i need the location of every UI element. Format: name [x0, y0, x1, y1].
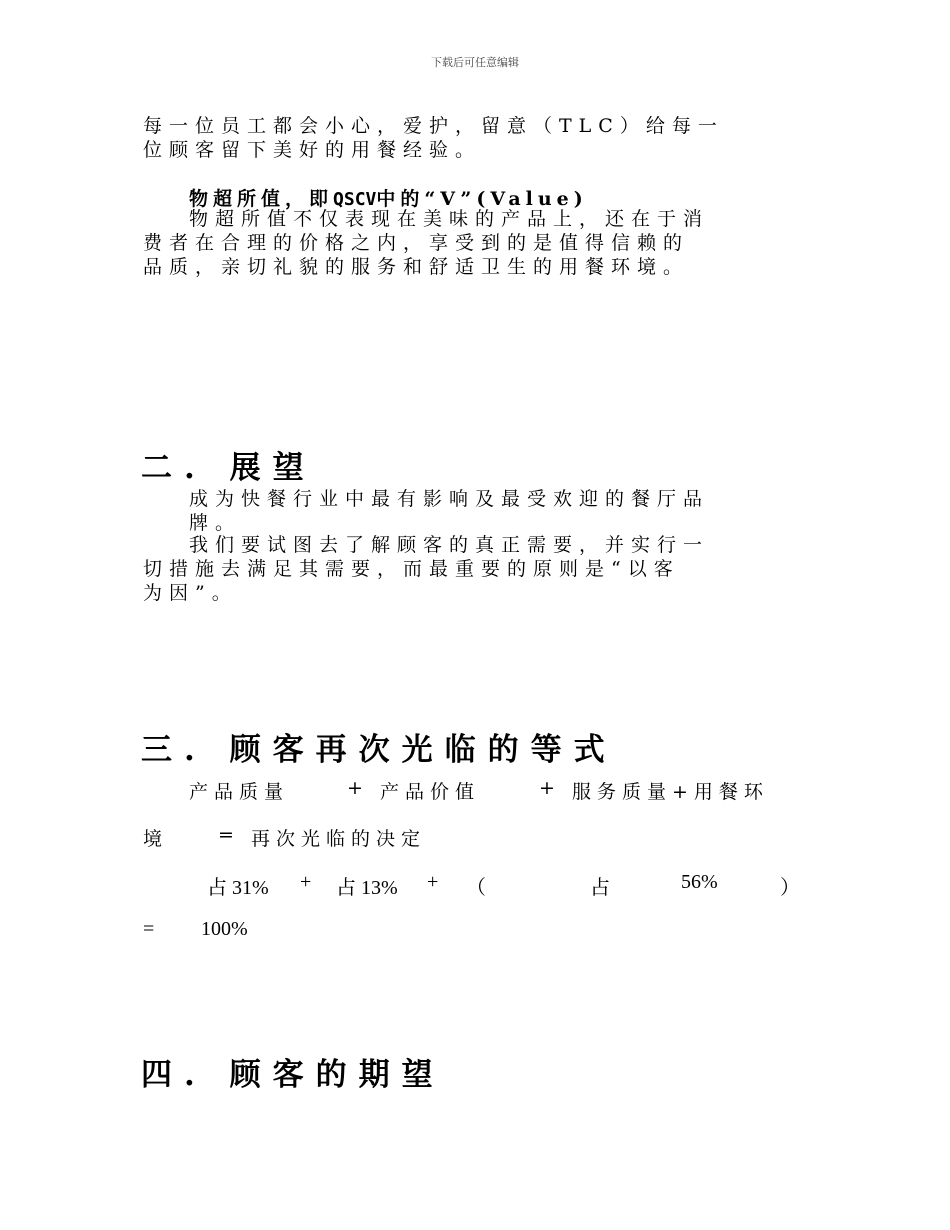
percentage-term: 占 31%: [207, 877, 269, 899]
body-line: 牌。: [189, 512, 242, 534]
section-heading: 三. 顾客再次光临的等式: [141, 732, 617, 768]
body-line: 品质，亲切礼貌的服务和舒适卫生的用餐环境。: [143, 256, 690, 278]
page-header: 下载后可任意编辑: [431, 56, 519, 69]
percentage-paren-close: ）: [780, 877, 800, 899]
percentage-term: 占: [590, 877, 610, 899]
body-line: 成为快餐行业中最有影响及最受欢迎的餐厅品: [189, 488, 710, 510]
subheading: [189, 184, 588, 211]
equation-plus: +: [539, 777, 561, 799]
equation-term: 服务质量+用餐环: [572, 781, 769, 803]
body-line: 我们要试图去了解顾客的真正需要，并实行一: [189, 534, 710, 556]
percentage-plus: +: [427, 871, 439, 893]
subheading-suffix: 中的“V”(Value): [376, 188, 588, 210]
body-line: 位顾客留下美好的用餐经验。: [143, 139, 482, 161]
total-equals: =: [143, 918, 155, 940]
percentage-value: 56%: [681, 871, 718, 893]
body-line: 为因”。: [143, 582, 238, 604]
equation-term: 境: [143, 828, 169, 850]
section-heading: 四. 顾客的期望: [141, 1057, 445, 1093]
body-line: 费者在合理的价格之内，享受到的是值得信赖的: [143, 232, 690, 254]
subheading-code: QSCV: [333, 189, 377, 210]
total-value: 100%: [201, 918, 248, 940]
body-line: 切措施去满足其需要，而最重要的原则是“以客: [143, 558, 680, 580]
equation-plus: +: [347, 777, 369, 799]
equation-result: 再次光临的决定: [251, 828, 427, 850]
percentage-term: 占 13%: [336, 877, 398, 899]
body-line: 每一位员工都会小心，爱护，留意（TLC）给每一: [143, 115, 724, 137]
equation-equals: =: [218, 824, 240, 846]
percentage-paren-open: （: [466, 877, 486, 899]
percentage-plus: +: [300, 871, 312, 893]
body-line: 物超所值不仅表现在美味的产品上，还在于消: [189, 208, 710, 230]
subheading-prefix: 物超所值，即: [189, 188, 334, 210]
section-heading: 二. 展望: [141, 450, 316, 486]
equation-term: 产品价值: [380, 781, 481, 803]
equation-term: 产品质量: [189, 781, 290, 803]
